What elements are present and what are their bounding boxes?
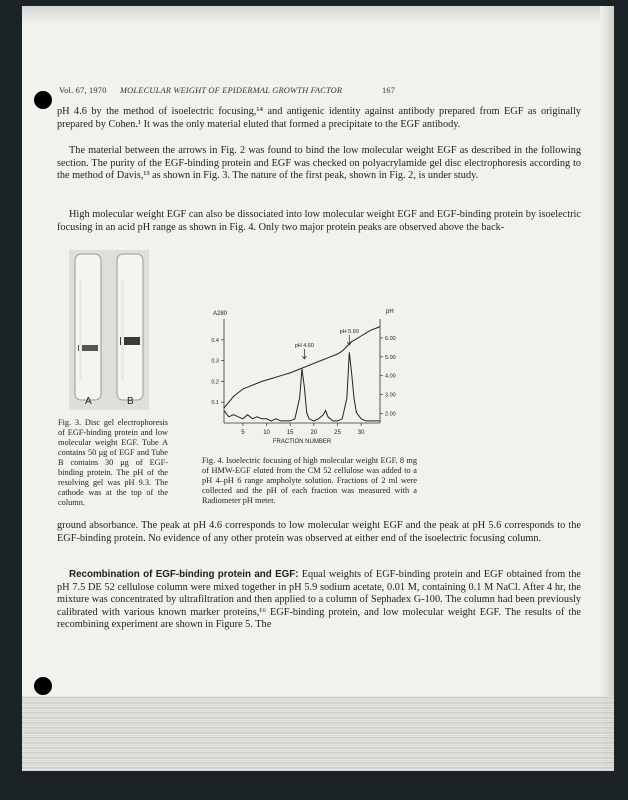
paragraph-2: The material between the arrows in Fig. 2 was found to bind the low molecular weight EGF as described in the following section. The purity of the EGF-binding protein and EGF was checked on polyacrylamide gel disc electrophoresis according to the method of Davis,¹³ as shown in Fig. 3. The nature of the first peak, shown in Fig. 2, is under study. — [57, 145, 581, 182]
scan-noise-bottom — [22, 696, 614, 771]
figure-3-caption: Fig. 3. Disc gel electrophoresis of EGF-binding protein and low molecular weight EGF. Tube A contains 50 μg of EGF and Tube B contains 30 μg of EGF-binding protein. The pH of the resolving gel was pH 9.3. The cathode was at the top of the column. — [58, 418, 168, 507]
y-left-tick-label: 0.2 — [211, 379, 219, 386]
section-text: Equal weights of EGF-binding protein and EGF obtained from the pH 7.5 DE 52 cellulose column were mixed together in pH 5.9 sodium acetate, 0.01 M, containing 0.1 M NaCl. After 4 hr, the mixture was concentrated by ultrafiltration and then applied to a column of Sephadex G-100. The column had been previously calibrated with various known marker proteins,¹⁶ EGF-binding protein, and low molecular weight EGF. The results of the recombining experiment are shown in Figure 5. The — [57, 569, 581, 631]
y-right-tick-label: 6.00 — [385, 335, 396, 342]
series-absorbance-line — [224, 352, 380, 421]
x-tick-label: 25 — [334, 430, 341, 436]
tube-label-a: A — [85, 396, 92, 407]
x-tick-label: 15 — [286, 430, 294, 436]
paragraph-5 — [57, 569, 581, 632]
running-title: MOLECULAR WEIGHT OF EPIDERMAL GROWTH FACTOR — [120, 86, 343, 95]
y-right-tick-label: 5.00 — [385, 354, 396, 361]
x-tick-label: 10 — [263, 430, 270, 436]
y-left-tick-label: 0.1 — [211, 400, 219, 407]
binder-hole-bottom — [34, 677, 52, 695]
scan-noise-right — [600, 6, 614, 771]
figure-4-caption: Fig. 4. Isoelectric focusing of high molecular weight EGF. 8 mg of HMW-EGF eluted from the CM 52 cellulose was added to a pH 4–pH 6 range ampholyte solution. Fractions of 2 ml were collected and the pH of each fraction was measured with a Radiometer pH meter. — [202, 456, 417, 505]
section-heading: Recombination of EGF-binding protein and EGF: — [69, 569, 299, 580]
series-ph-line — [224, 327, 380, 408]
y-right-tick-label: 4.00 — [385, 373, 396, 380]
y-left-axis-title: A280 — [212, 311, 228, 317]
paragraph-4: ground absorbance. The peak at pH 4.6 corresponds to low molecular weight EGF and the peak at pH 5.6 corresponds to the EGF-binding protein. No evidence of any other protein was observed at either end of the isoelectric focusing column. — [57, 520, 581, 544]
document-page — [22, 6, 614, 771]
scan-noise-top — [22, 6, 614, 26]
paragraph-3: High molecular weight EGF can also be dissociated into low molecular weight EGF and EGF-binding protein by isoelectric focusing in an acid pH range as shown in Fig. 4. Only two major protein peaks are observed above the back- — [57, 209, 581, 233]
y-right-tick-label: 2.00 — [385, 411, 396, 418]
y-right-axis-title: pH — [386, 309, 394, 315]
annotation-label: pH 5.60 — [339, 329, 359, 335]
binder-hole-top — [34, 91, 52, 109]
page-number: 167 — [382, 86, 396, 95]
paragraph-1: pH 4.6 by the method of isoelectric focusing,¹⁴ and antigenic identity against antibody prepared from EGF as originally prepared by Cohen.¹ It was the only material eluted that formed a precipitate to the EGF antibody. — [57, 106, 581, 130]
gel-tubes-image — [69, 250, 149, 410]
y-right-tick-label: 3.00 — [385, 392, 396, 399]
gel-electrophoresis-photo — [69, 250, 149, 410]
isoelectric-focusing-chart — [192, 301, 407, 451]
x-tick-label: 30 — [357, 430, 365, 436]
x-tick-label: 20 — [310, 430, 318, 436]
y-left-tick-label: 0.3 — [211, 358, 219, 365]
y-left-tick-label: 0.4 — [211, 337, 219, 344]
tube-label-b: B — [127, 396, 134, 407]
annotation-label: pH 4.60 — [294, 343, 314, 349]
x-axis-title: FRACTION NUMBER — [272, 439, 332, 445]
x-tick-label: 5 — [241, 430, 245, 436]
volume-label: Vol. 67, 1970 — [59, 86, 107, 95]
